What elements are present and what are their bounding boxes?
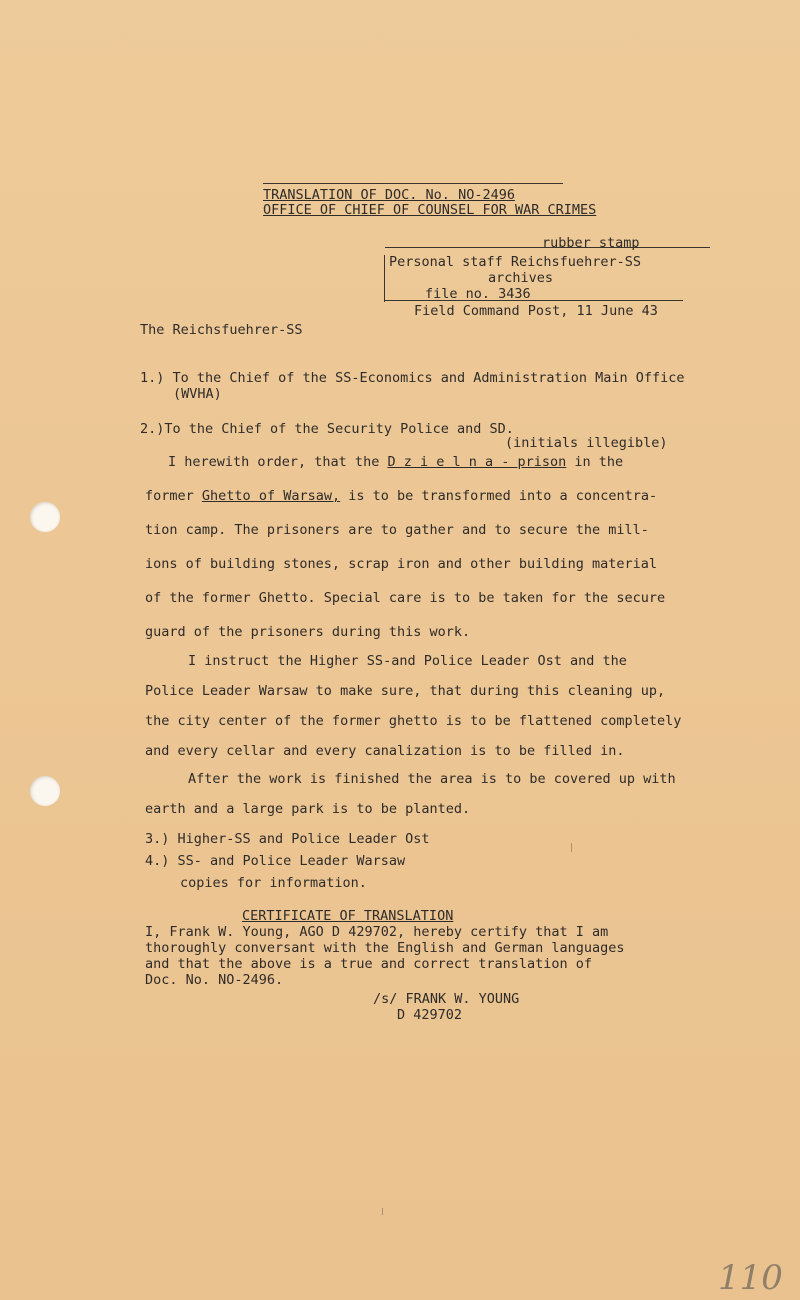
body-p2-line-4: and every cellar and every canalization is to be filled in. (145, 743, 625, 759)
punch-hole-bottom (30, 776, 60, 806)
certificate-line-2: thoroughly conversant with the English and German languages (145, 940, 625, 956)
body-text: is to be transformed into a concentra- (348, 488, 658, 504)
body-p3-line-2: earth and a large park is to be planted. (145, 801, 471, 817)
stamp-line-1: Personal staff Reichsfuehrer-SS (389, 254, 641, 270)
header-office-line: OFFICE OF CHIEF OF COUNSEL FOR WAR CRIMES (263, 202, 597, 218)
copy-item-4: 4.) SS- and Police Leader Warsaw (145, 853, 406, 869)
body-p1-line-4: ions of building stones, scrap iron and other building material (145, 556, 658, 572)
ghetto-name: Ghetto of Warsaw, (201, 488, 341, 504)
handwritten-page-number: 110 (718, 1258, 783, 1298)
body-p1-line-1 (168, 456, 623, 470)
initials-note: (initials illegible) (505, 435, 668, 451)
stray-mark (382, 1208, 383, 1215)
copy-item-3: 3.) Higher-SS and Police Leader Ost (145, 831, 430, 847)
recipient-2-line-1: 2.)To the Chief of the Security Police and SD. (140, 421, 514, 437)
stamp-line-2: archives (488, 270, 554, 286)
certificate-line-4: Doc. No. NO-2496. (145, 972, 284, 988)
recipient-1-line-1: 1.) To the Chief of the SS-Economics and Administration Main Office (140, 370, 685, 386)
certificate-title: CERTIFICATE OF TRANSLATION (242, 908, 454, 924)
body-p1-line-6: guard of the prisoners during this work. (145, 624, 471, 640)
body-text: I herewith order, that the (168, 454, 380, 470)
body-p3-line-1: After the work is finished the area is to be covered up with (188, 771, 676, 787)
header-translation-line: TRANSLATION OF DOC. No. NO-2496 (263, 187, 515, 203)
body-p2-line-1: I instruct the Higher SS-and Police Leader Ost and the (188, 653, 627, 669)
stamp-left-rule (384, 255, 385, 302)
body-p1-line-3: tion camp. The prisoners are to gather and to secure the mill- (145, 522, 649, 538)
header-rule (263, 183, 563, 184)
recipient-1-line-2: (WVHA) (173, 386, 222, 402)
signature: /s/ FRANK W. YOUNG (373, 991, 520, 1007)
certificate-line-3: and that the above is a true and correct translation of (145, 956, 593, 972)
field-command-post: Field Command Post, 11 June 43 (414, 303, 658, 319)
stamp-line-3: file no. 3436 (425, 286, 531, 302)
signer-id: D 429702 (397, 1007, 463, 1023)
prison-name: D z i e l n a - prison (387, 454, 567, 470)
stray-mark (571, 843, 572, 852)
body-p1-line-5: of the former Ghetto. Special care is to be taken for the secure (145, 590, 666, 606)
punch-hole-top (30, 502, 60, 532)
body-text: former (145, 488, 194, 504)
copies-note: copies for information. (180, 875, 367, 891)
sender: The Reichsfuehrer-SS (140, 322, 303, 338)
stamp-bottom-rule (385, 300, 683, 301)
body-text: in the (574, 454, 624, 470)
body-p2-line-2: Police Leader Warsaw to make sure, that during this cleaning up, (145, 683, 666, 699)
body-p1-line-2 (145, 490, 657, 504)
stamp-title: rubber stamp (542, 235, 640, 251)
certificate-line-1: I, Frank W. Young, AGO D 429702, hereby certify that I am (145, 924, 609, 940)
body-p2-line-3: the city center of the former ghetto is to be flattened completely (145, 713, 682, 729)
